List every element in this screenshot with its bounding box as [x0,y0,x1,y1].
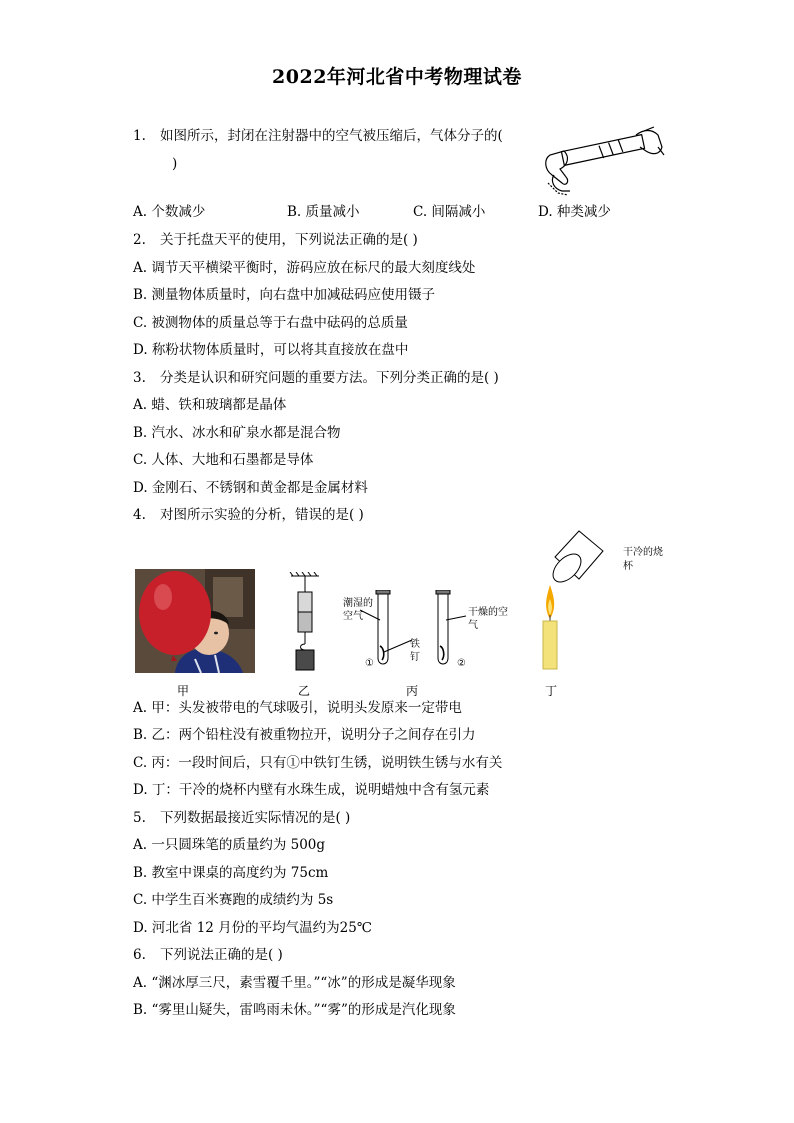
question-2 [133,231,418,249]
option-2d: D. 称粉状物体质量时，可以将其直接放在盘中 [133,342,409,358]
label-tube-2: ② [457,658,466,669]
option-2c: C. 被测物体的质量总等于右盘中砝码的总质量 [133,315,408,331]
figure-label-ding: 丁 [544,684,557,698]
option-1c: C. 间隔减小 [413,204,486,220]
option-4a: A. 甲：头发被带电的气球吸引，说明头发原来一定带电 [133,700,462,716]
option-4c: C. 丙：一段时间后，只有①中铁钉生锈，说明铁生锈与水有关 [133,755,503,771]
option-1a: A. 个数减少 [133,204,206,220]
label-cold-cup: 干冷的烧杯 [623,547,663,572]
label-nail: 铁钉 [410,639,420,663]
question-number: 2. [133,232,146,248]
option-5c: C. 中学生百米赛跑的成绩约为 5s [133,892,334,908]
option-5d: D. 河北省 12 月份的平均气温约为25℃ [133,920,372,936]
question-stem: 关于托盘天平的使用，下列说法正确的是( ) [160,232,418,248]
option-2a: A. 调节天平横梁平衡时，游码应放在标尺的最大刻度线处 [133,260,476,276]
option-4d: D. 丁：干冷的烧杯内壁有水珠生成，说明蜡烛中含有氢元素 [133,782,490,798]
question-3 [133,369,499,387]
option-1d: D. 种类减少 [538,204,611,220]
figure-label-bing: 丙 [405,684,418,698]
label-wet-air: 潮湿的空气 [343,598,373,622]
question-stem: 如图所示，封闭在注射器中的空气被压缩后，气体分子的( [160,128,503,144]
option-3c: C. 人体、大地和石墨都是导体 [133,452,314,468]
option-6a: A. “渊冰厚三尺，素雪覆千里。”“冰”的形成是凝华现象 [133,975,456,991]
question-stem: 对图所示实验的分析，错误的是( ) [160,507,364,523]
page-title: 2022年河北省中考物理试卷 [272,66,522,88]
question-stem: 下列说法正确的是( ) [160,947,283,963]
balloon-photo-figure [135,569,255,673]
label-dry-air: 干燥的空气 [468,607,508,631]
figure-label-yi: 乙 [297,684,310,698]
option-4b: B. 乙：两个铅柱没有被重物拉开，说明分子之间存在引力 [133,727,476,743]
question-stem: 分类是认识和研究问题的重要方法。下列分类正确的是( ) [160,370,499,386]
candle-cup-figure [535,527,615,673]
question-6 [133,946,283,964]
question-5 [133,809,350,827]
question-1 [133,127,503,145]
question-number: 6. [133,947,146,963]
option-5b: B. 教室中课桌的高度约为 75cm [133,865,329,881]
option-3d: D. 金刚石、不锈钢和黄金都是金属材料 [133,480,368,496]
question-number: 5. [133,810,146,826]
option-3b: B. 汽水、冰水和矿泉水都是混合物 [133,425,341,441]
figure-label-jia: 甲 [176,684,189,698]
question-number: 1. [133,128,146,144]
option-3a: A. 蜡、铁和玻璃都是晶体 [133,397,287,413]
option-1b: B. 质量减小 [287,204,360,220]
question-number: 4. [133,507,146,523]
syringe-figure [540,125,665,197]
question-stem: 下列数据最接近实际情况的是( ) [160,810,351,826]
option-6b: B. “雾里山疑失，雷鸣雨未休。”“雾”的形成是汽化现象 [133,1002,456,1018]
question-4 [133,506,364,524]
lead-cylinders-figure [285,572,325,676]
option-5a: A. 一只圆珠笔的质量约为 500g [133,837,326,853]
question-number: 3. [133,370,146,386]
label-tube-1: ① [365,658,374,669]
question-1-stem-cont: ) [172,156,178,172]
option-2b: B. 测量物体质量时，向右盘中加减砝码应使用镊子 [133,287,436,303]
